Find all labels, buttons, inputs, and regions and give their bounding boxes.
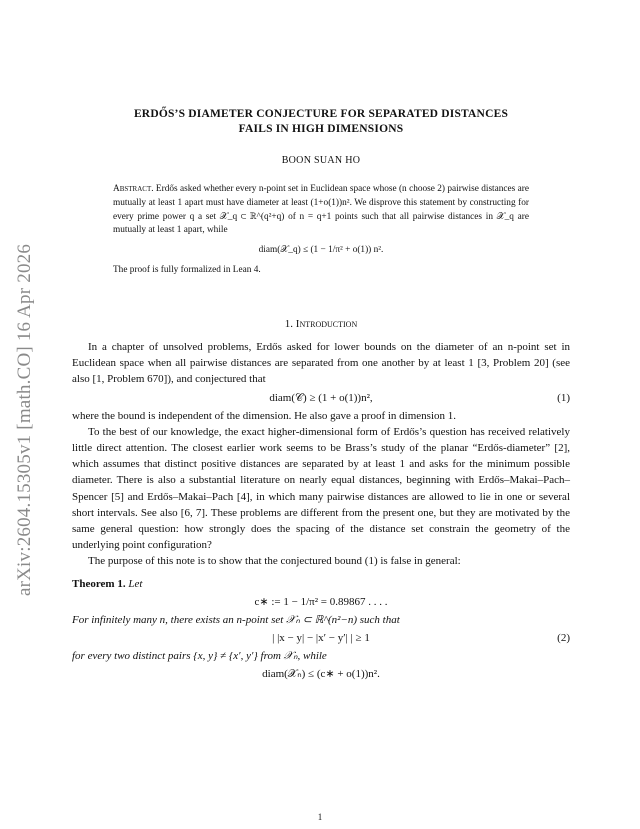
equation-2-body: | |x − y| − |x′ − y′| | ≥ 1 (272, 632, 370, 645)
arxiv-identifier: arXiv:2604.15305v1 [math.CO] 16 Apr 2026 (14, 243, 36, 597)
abstract (113, 183, 529, 278)
paragraph-3: The purpose of this note is to show that the conjectured bound (1) is false in general: (88, 555, 461, 568)
section-number: 1. (284, 318, 294, 330)
theorem-1 (72, 576, 570, 685)
arxiv-sidebar (12, 210, 38, 630)
equation-2-number: (2) (557, 632, 570, 645)
abstract-label: Abstract. (113, 184, 154, 194)
theorem-head: Theorem 1. (72, 577, 126, 590)
section-heading (72, 318, 570, 330)
title-line-1: ERDŐS’S DIAMETER CONJECTURE FOR SEPARATED DISTANCES (133, 108, 509, 120)
abstract-lean-note: The proof is fully formalized in Lean 4. (113, 264, 261, 275)
equation-1-body: diam(𝒞) ≥ (1 + o(1))n², (269, 391, 373, 404)
paragraph-1-continued: where the bound is independent of the dimension. He also gave a proof in dimension 1. (72, 409, 456, 422)
equation-c-star (72, 592, 570, 612)
paragraph-1: In a chapter of unsolved problems, Erdős asked for lower bounds on the diameter of an n-point set in Euclidean space when all pairwise distances are separated from one another by at least 1 [3, Problem 20] (see also [1, Problem 670]), and conjectured that (72, 341, 570, 386)
equation-2 (72, 628, 570, 648)
theorem-for-every: for every two distinct pairs {x, y} ≠ {x′, y′} from 𝒳ₙ, while (72, 650, 327, 663)
theorem-let: Let (128, 577, 143, 590)
abstract-equation: diam(𝒳_q) ≤ (1 − 1/π² + o(1)) n². (258, 245, 384, 256)
body-text (72, 339, 570, 684)
author: BOON SUAN HO (281, 155, 361, 166)
section-title: Introduction (295, 318, 358, 330)
paragraph-2: To the best of our knowledge, the exact higher-dimensional form of Erdős’s question has received relatively little direct attention. The closest earlier work seems to be Brass’s study of the planar “Erdős-diameter” [2], which assumes that distinct positive distances are separated by at least 1 and asks for the minimum possible diameter. There is also a substantial literature on nearly equal distances, beginning with Erdős–Makai–Pach–Spencer [5] and Erdős–Makai–Pach [4], in which many pairwise distances are allowed to lie in one or several short intervals. See also [6, 7]. These problems are different from the present one, but they are motivated by the same general question: how strongly does the spacing of the distance set constrain the geometry of the underlying point configuration? (72, 425, 570, 552)
equation-1 (72, 388, 570, 408)
equation-3 (72, 664, 570, 684)
equation-1-number: (1) (557, 391, 570, 404)
equation-c-star-body: c∗ := 1 − 1/π² = 0.89867 . . . . (254, 595, 388, 608)
title-line-2: FAILS IN HIGH DIMENSIONS (238, 123, 404, 135)
page-number: 1 (317, 812, 323, 822)
paper-title (72, 107, 570, 137)
abstract-text: Erdős asked whether every n-point set in Euclidean space whose (n choose 2) pairwise distances are mutually at least 1 apart must have diameter at least (1+o(1))n². We disprove this statement by constructing for every prime power q a set 𝒳_q ⊂ ℝ^(q²+q) of n = q+1 points such that all pairwise distances in 𝒳_q are mutually at least 1 apart, while (113, 184, 529, 236)
equation-3-body: diam(𝒳ₙ) ≤ (c∗ + o(1))n². (262, 668, 380, 681)
theorem-statement: For infinitely many n, there exists an n-point set 𝒳ₙ ⊂ ℝ^(n²−n) such that (72, 613, 400, 626)
